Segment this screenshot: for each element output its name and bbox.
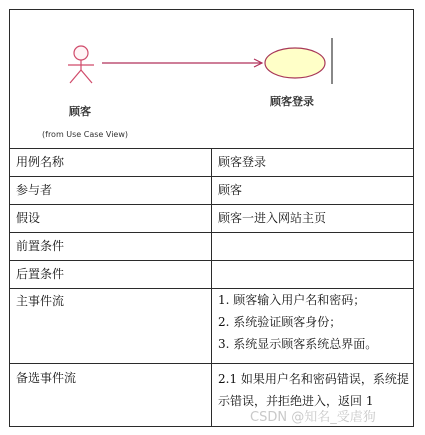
row-value xyxy=(212,261,414,289)
row-label: 前置条件 xyxy=(10,233,212,261)
row-value: 顾客 xyxy=(212,177,414,205)
row-value xyxy=(212,289,414,364)
use-case-diagram xyxy=(10,10,414,149)
row-value xyxy=(212,233,414,261)
watermark: CSDN @知名_受虐狗 xyxy=(250,410,376,425)
actor-stick-figure xyxy=(68,46,94,83)
row-label: 主事件流 xyxy=(10,289,212,364)
row-label: 备选事件流 xyxy=(10,364,212,427)
row-actor xyxy=(10,177,414,205)
row-value: 顾客登录 xyxy=(212,149,414,177)
row-label: 用例名称 xyxy=(10,149,212,177)
association-arrow xyxy=(102,59,262,67)
row-precondition xyxy=(10,233,414,261)
usecase-ellipse xyxy=(265,48,325,78)
row-value: 顾客一进入网站主页 xyxy=(212,205,414,233)
main-flow-step: 2. 系统验证顾客身份； xyxy=(218,315,342,329)
use-case-table xyxy=(9,9,414,427)
actor-source-label: (from Use Case View) xyxy=(42,130,128,139)
usecase-label: 顾客登录 xyxy=(270,95,314,108)
row-label: 后置条件 xyxy=(10,261,212,289)
row-label: 参与者 xyxy=(10,177,212,205)
alt-flow-text: 2.1 如果用户名和密码错误，系统提示错误，并拒绝进入，返回 1 xyxy=(218,372,409,408)
main-flow-step: 3. 系统显示顾客系统总界面。 xyxy=(218,337,378,351)
row-postcondition xyxy=(10,261,414,289)
actor-label: 顾客 xyxy=(69,105,91,118)
row-use-case-name xyxy=(10,149,414,177)
row-main-flow xyxy=(10,289,414,364)
main-flow-steps xyxy=(218,289,413,355)
diagram-row xyxy=(10,10,414,149)
main-flow-step: 1. 顾客输入用户名和密码； xyxy=(218,293,366,307)
row-label: 假设 xyxy=(10,205,212,233)
row-assumption xyxy=(10,205,414,233)
